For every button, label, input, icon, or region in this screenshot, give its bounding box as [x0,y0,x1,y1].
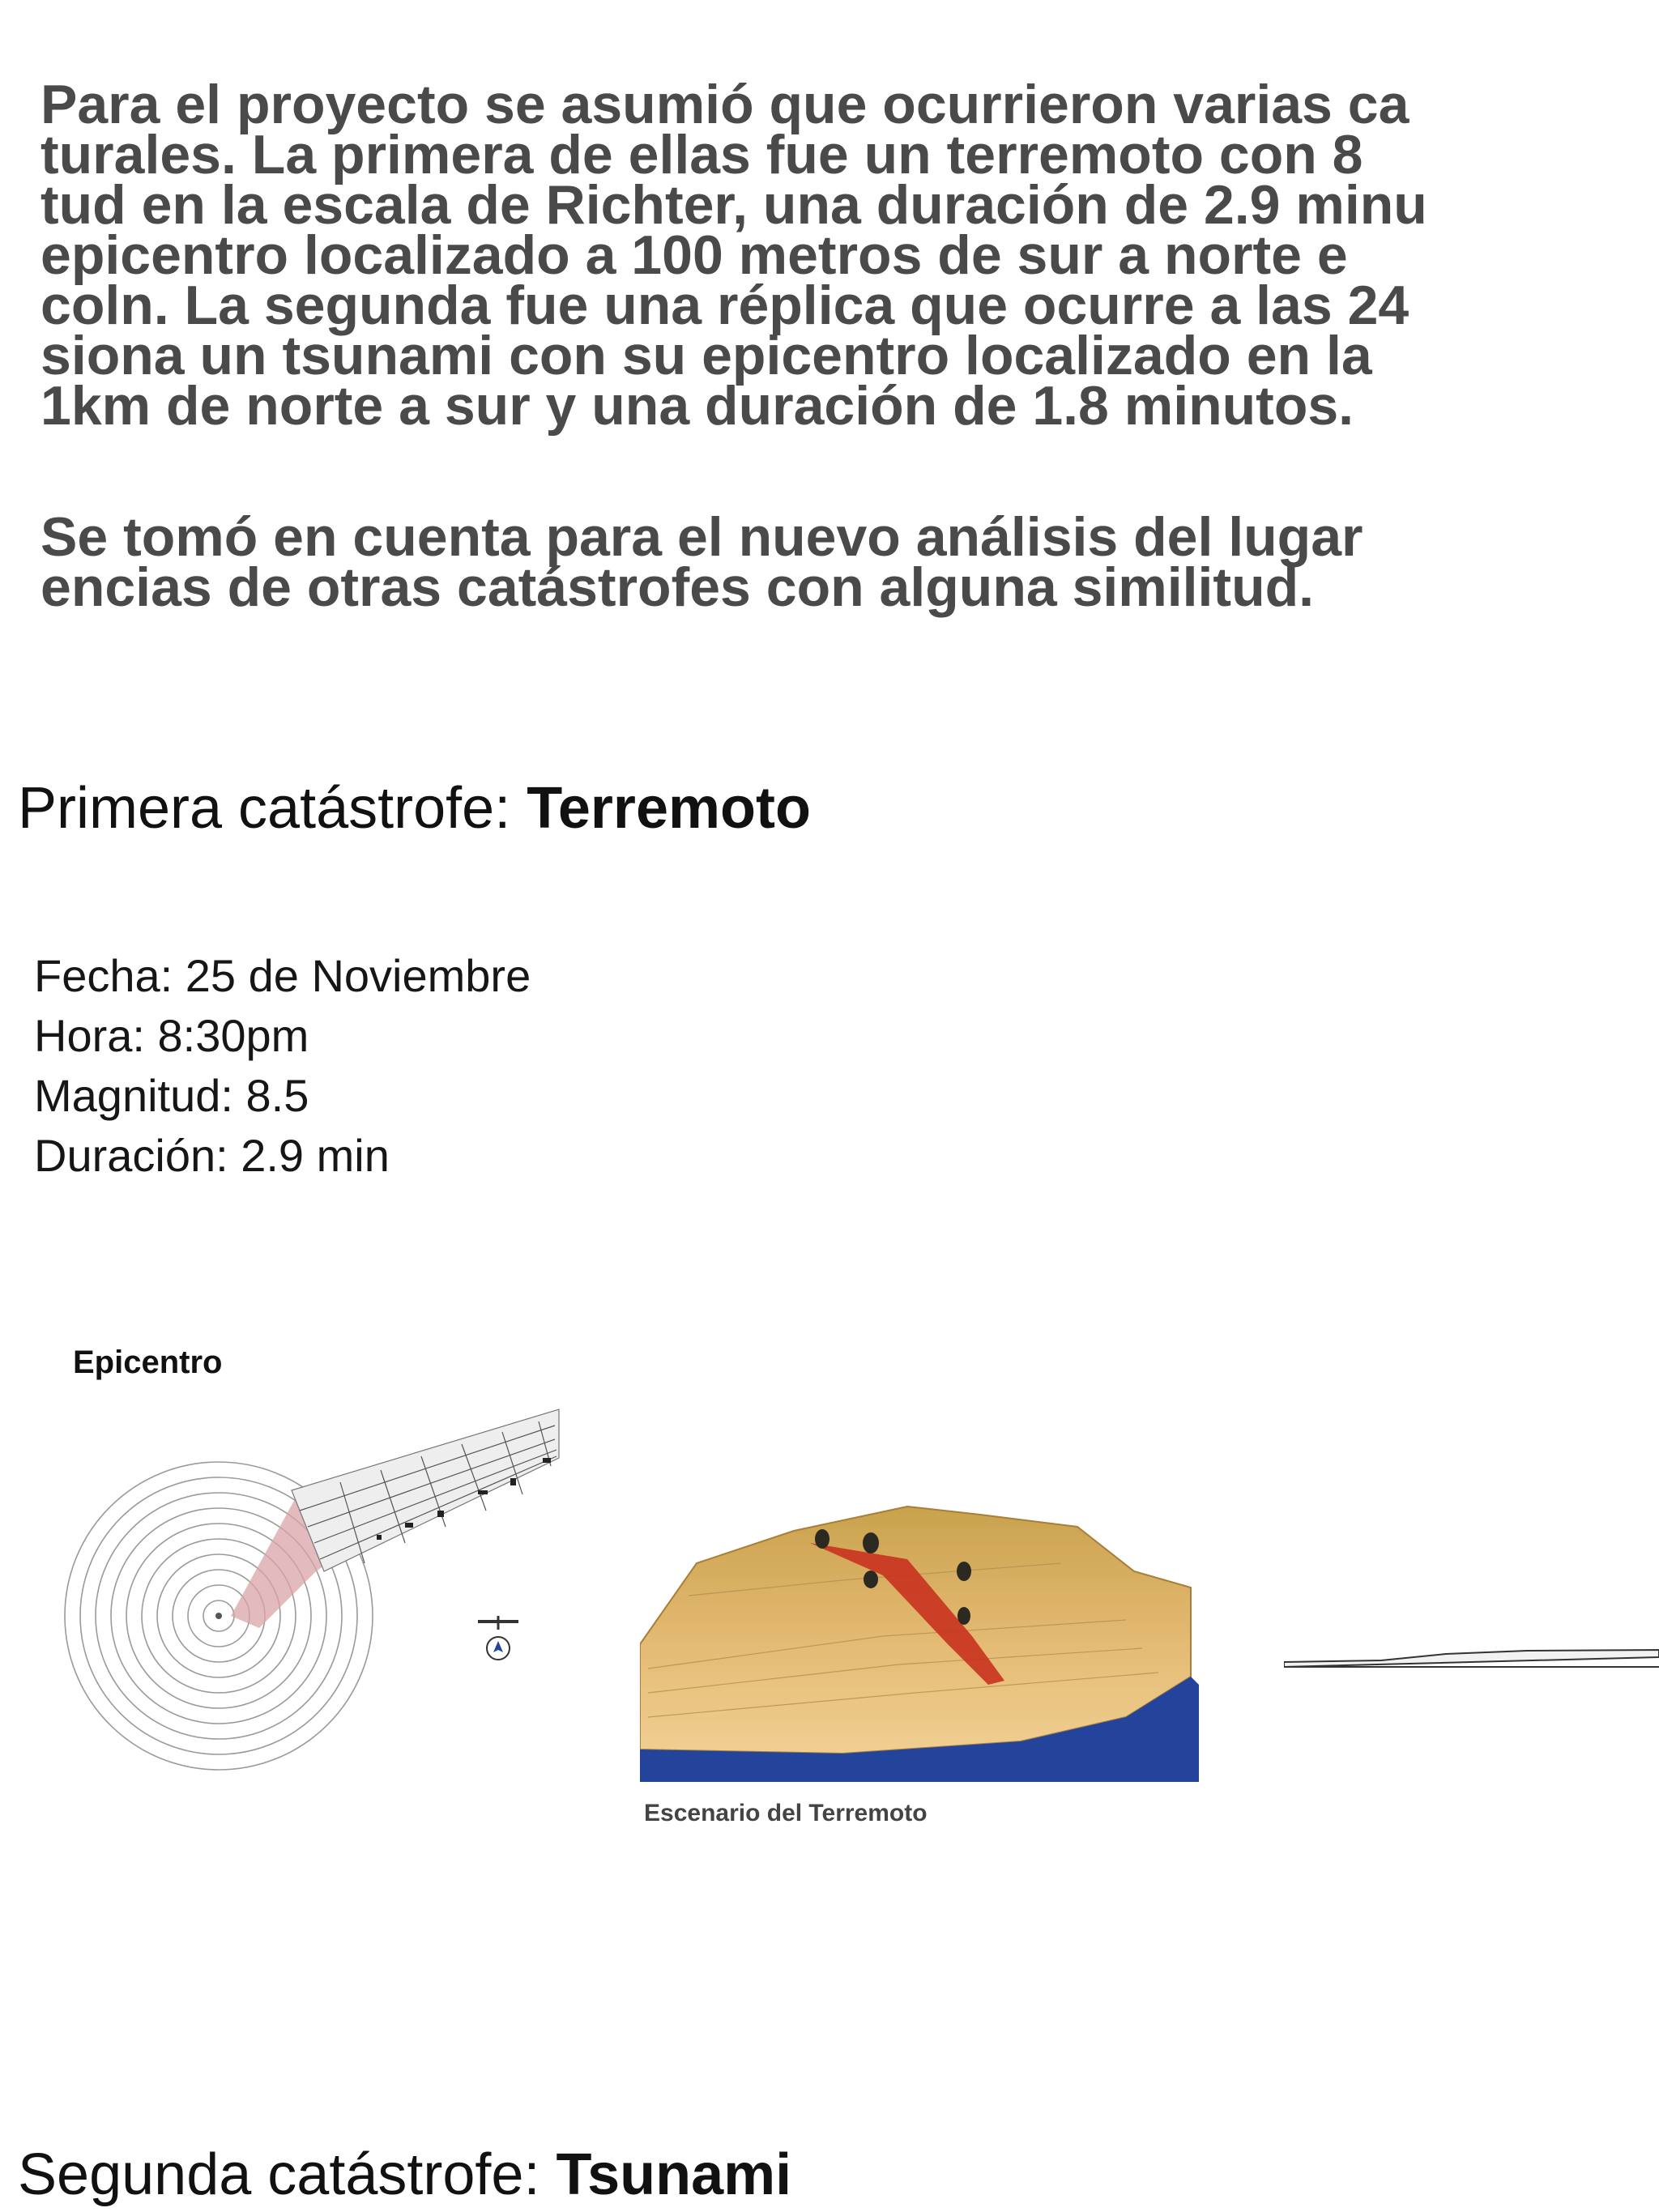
intro-text [41,74,1659,618]
fact-date: Fecha: 25 de Noviembre [34,950,531,1001]
intro-line: Para el proyecto se asumió que ocurrieron varias ca [41,74,1410,135]
epicenter-point [215,1613,222,1619]
intro-line: epicentro localizado a 100 metros de sur a norte e [41,224,1348,286]
intro-line: coln. La segunda fue una réplica que ocurre a las 24 [41,275,1410,336]
intro-line: Se tomó en cuenta para el nuevo análisis del lugar [41,506,1363,568]
epicenter-label: Epicentro [73,1345,223,1380]
earthquake-facts [34,946,531,1186]
intro-line: 1km de norte a sur y una duración de 1.8 minutos. [41,375,1354,437]
terrain-profile-section [1284,1628,1659,1677]
city-grid [292,1409,559,1571]
intro-paragraph-2 [41,506,1659,618]
north-arrow-icon [470,1612,527,1669]
section-heading-name: Tsunami [556,2142,792,2207]
terrain-block [640,1507,1191,1754]
section-heading-prefix: Primera catástrofe: [18,776,527,841]
epicenter-map [57,1361,575,1782]
intro-line: encias de otras catástrofes con alguna similitud. [41,556,1315,618]
fact-time: Hora: 8:30pm [34,1010,309,1061]
intro-paragraph-1 [41,74,1659,437]
fact-magnitude: Magnitud: 8.5 [34,1070,309,1121]
section-heading-tsunami [18,2142,791,2207]
earthquake-scene-illustration [640,1482,1199,1782]
intro-line: turales. La primera de ellas fue un terremoto con 8 [41,124,1363,185]
scene-caption: Escenario del Terremoto [644,1800,928,1826]
section-heading-prefix: Segunda catástrofe: [18,2142,557,2207]
intro-line: siona un tsunami con su epicentro localizado en la [41,325,1372,386]
section-heading-earthquake [18,776,811,841]
section-heading-name: Terremoto [527,776,811,841]
intro-line: tud en la escala de Richter, una duración de 2.9 minu [41,174,1427,236]
fact-duration: Duración: 2.9 min [34,1130,390,1181]
